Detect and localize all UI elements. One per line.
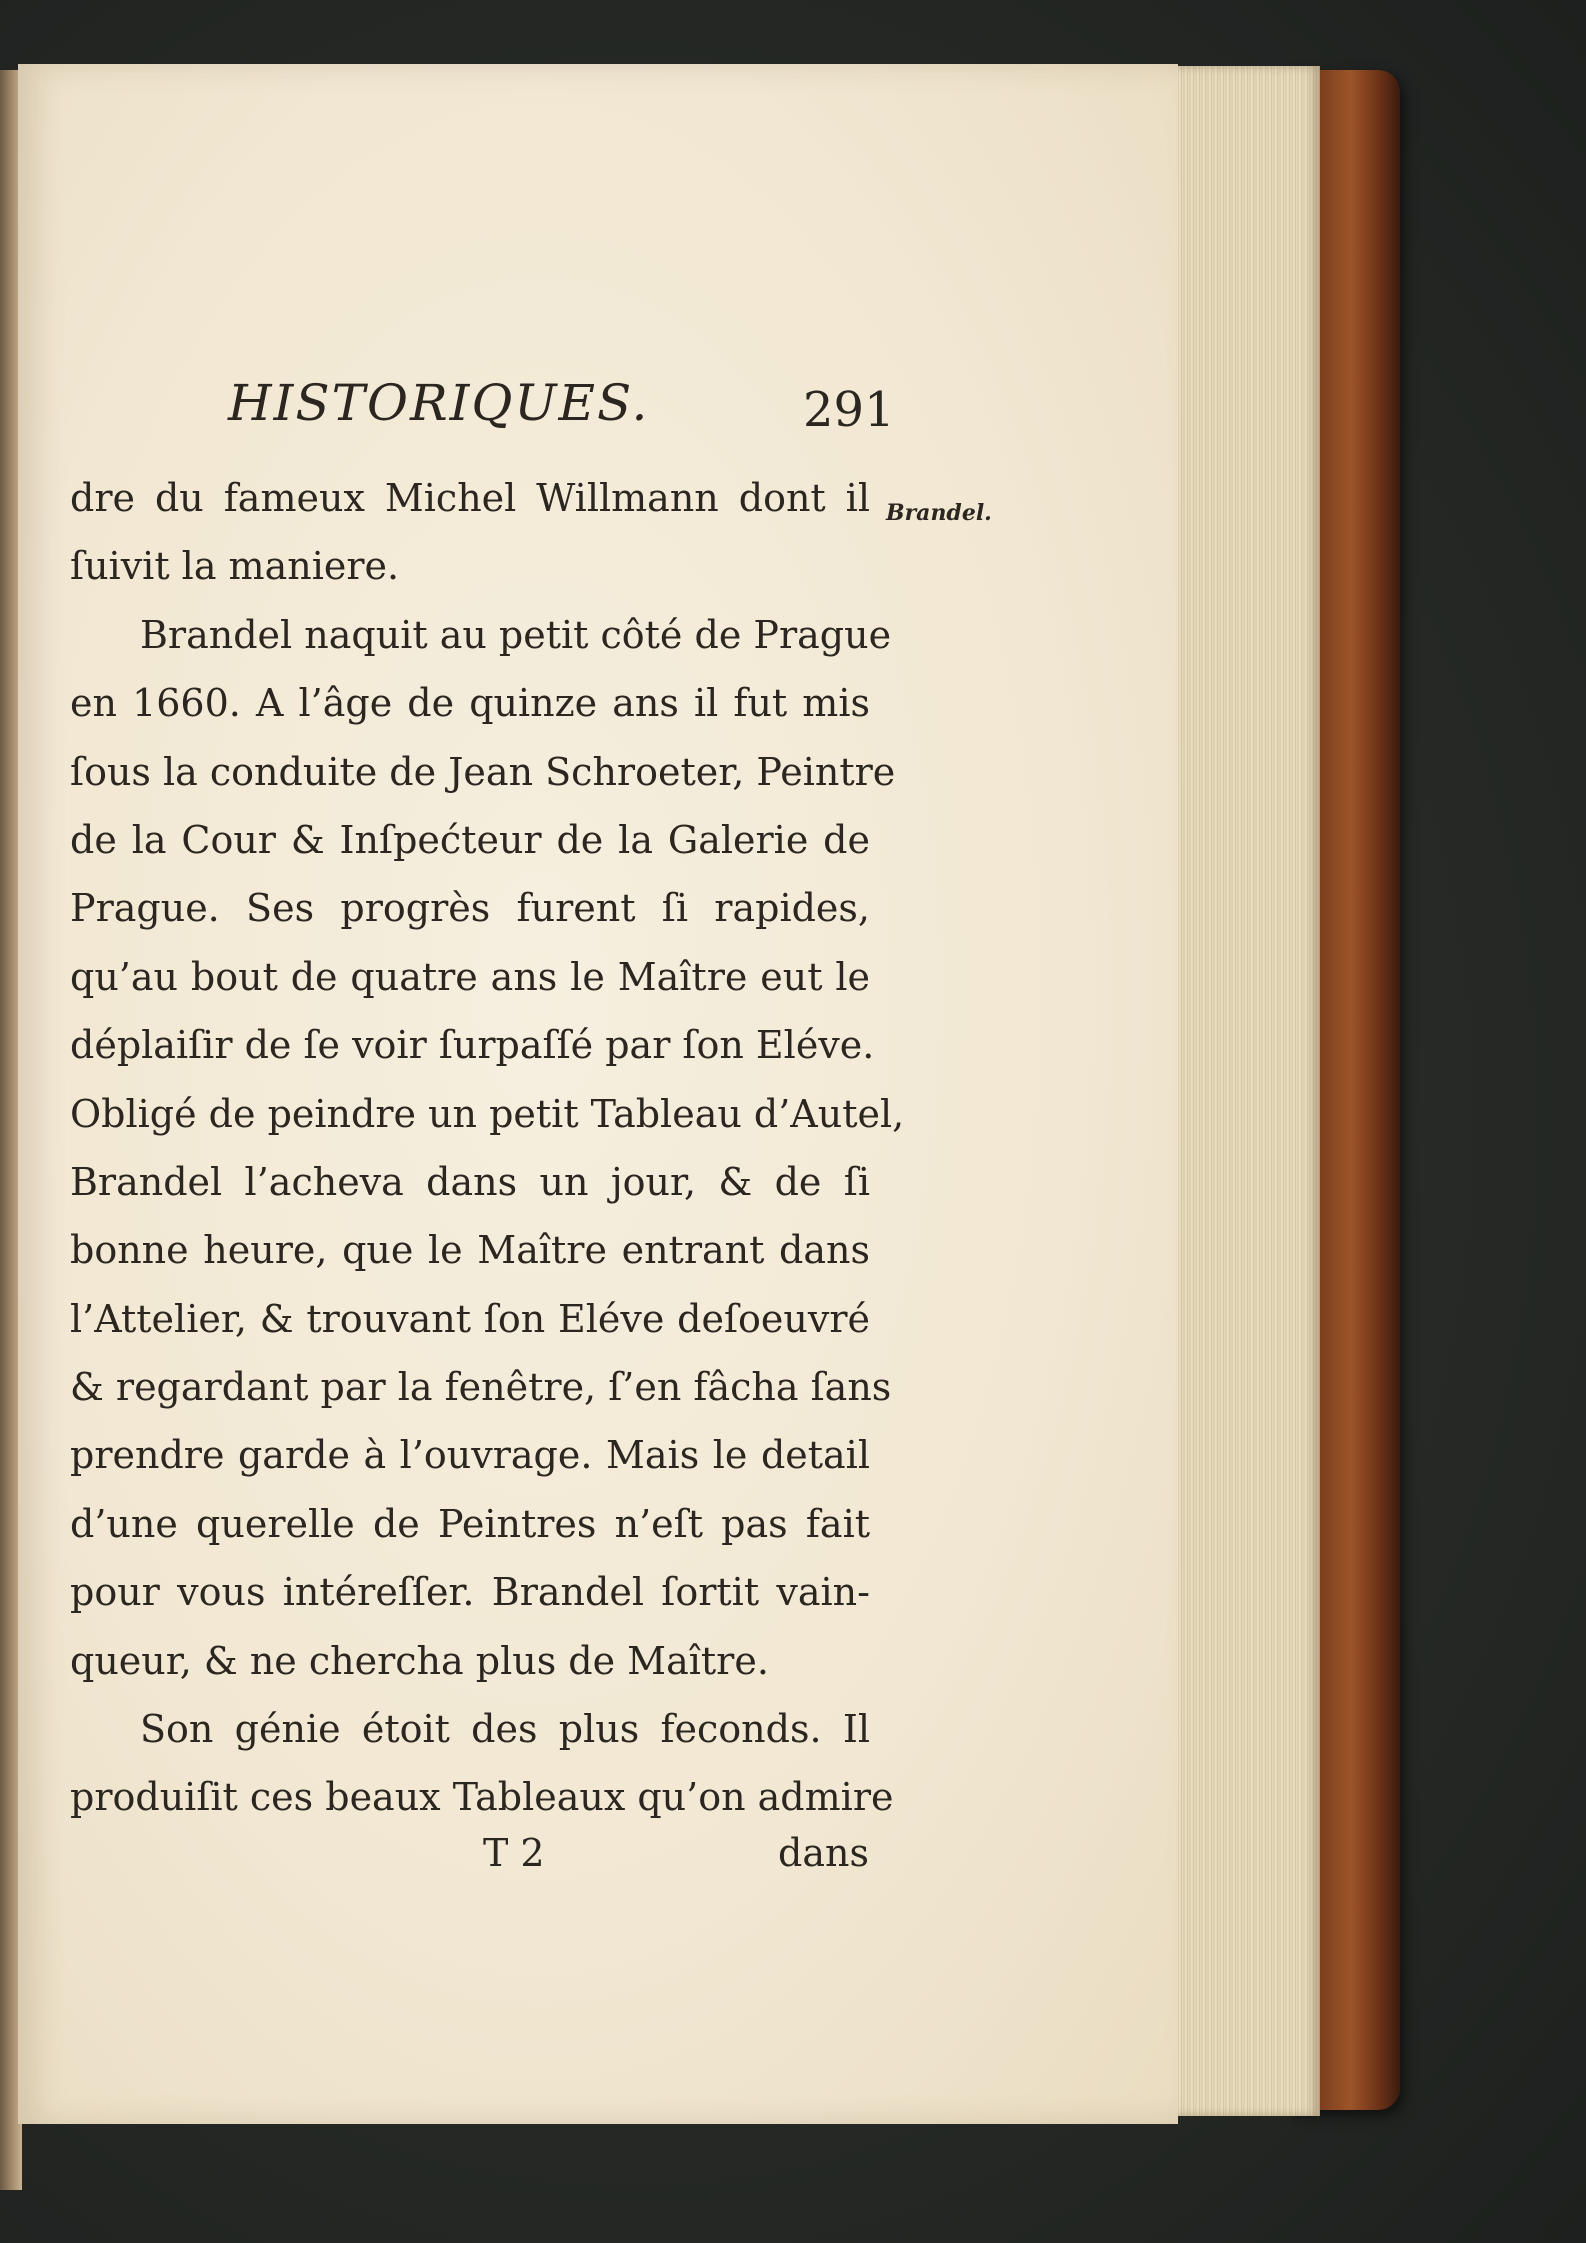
text-line: en 1660. A l’âge de quinze ans il fut mis <box>70 681 870 726</box>
text-line: Obligé de peindre un petit Tableau d’Autel, <box>70 1091 905 1136</box>
text-line: Brandel l’acheva dans un jour, & de ſi <box>70 1159 870 1204</box>
body-text <box>70 464 905 1832</box>
text-line: queur, & ne chercha plus de Maître. <box>70 1638 769 1683</box>
text-line: ſuivit la maniere. <box>70 544 400 589</box>
text-line: produiſit ces beaux Tableaux qu’on admire <box>70 1775 894 1820</box>
text-line: dre du fameux Michel Willmann dont il <box>70 476 870 520</box>
page-fore-edge <box>1170 66 1320 2116</box>
book-page <box>18 64 1178 2124</box>
text-line: bonne heure, que le Maître entrant dans <box>70 1228 870 1273</box>
text-line: de la Cour & Inſpećteur de la Galerie de <box>70 817 870 862</box>
text-line: d’une querelle de Peintres n’eſt pas fait <box>70 1501 870 1546</box>
text-line: Brandel naquit au petit côté de Prague <box>140 612 892 657</box>
running-title: HISTORIQUES. <box>228 374 650 432</box>
text-line: & regardant par la fenêtre, ſ’en fâcha ſans <box>70 1365 892 1410</box>
margin-note: Brandel. <box>886 500 992 526</box>
signature-mark: T 2 <box>483 1831 545 1875</box>
text-line: ſous la conduite de Jean Schroeter, Peintre <box>70 749 896 794</box>
text-line: prendre garde à l’ouvrage. Mais le detail <box>70 1433 870 1478</box>
text-line: déplaiſir de ſe voir ſurpaſſé par ſon Eléve. <box>70 1023 875 1068</box>
page-number: 291 <box>803 382 895 438</box>
text-line: pour vous intéreſſer. Brandel ſortit vain- <box>70 1570 870 1615</box>
text-line: Prague. Ses progrès furent ſi rapides, <box>70 886 870 931</box>
text-line: l’Attelier, & trouvant ſon Eléve deſoeuvré <box>70 1296 870 1341</box>
text-line: qu’au bout de quatre ans le Maître eut le <box>70 954 870 999</box>
text-line: Son génie étoit des plus feconds. Il <box>140 1707 870 1752</box>
catchword: dans <box>778 1831 869 1875</box>
